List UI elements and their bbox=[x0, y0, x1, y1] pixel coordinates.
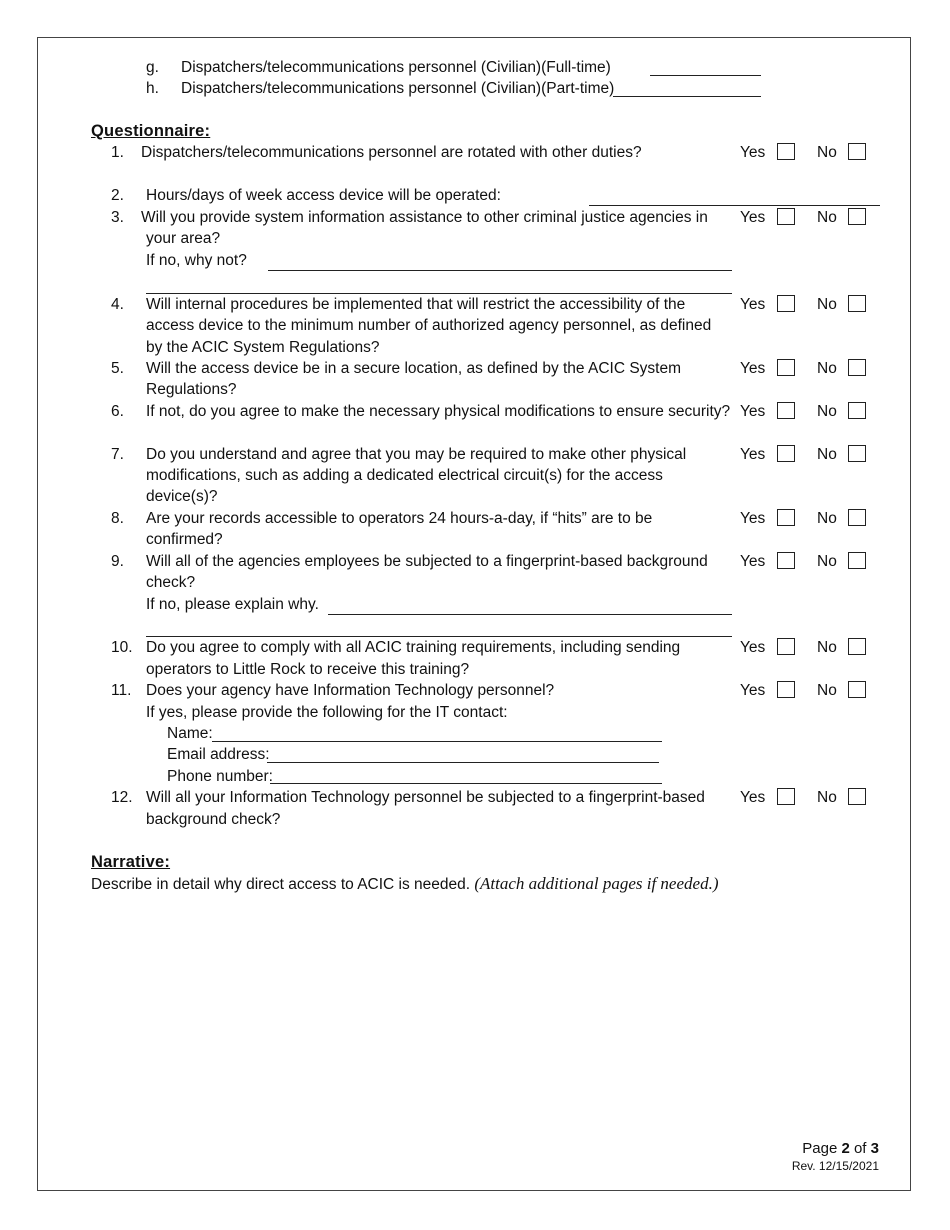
q5-yes-option[interactable] bbox=[740, 359, 798, 379]
q3-no-option[interactable] bbox=[817, 208, 869, 228]
q9-no-checkbox[interactable] bbox=[848, 552, 866, 569]
q7-line-3: device(s)? bbox=[146, 488, 218, 505]
no-label: No bbox=[817, 209, 837, 226]
yes-label: Yes bbox=[740, 209, 766, 226]
yes-label: Yes bbox=[740, 296, 766, 313]
item-h-text: Dispatchers/telecommunications personnel (Civilian)(Part-time) bbox=[181, 80, 615, 97]
q7-line-1: Do you understand and agree that you may be required to make other physical bbox=[146, 446, 687, 463]
no-label: No bbox=[817, 510, 837, 527]
it-phone-field[interactable] bbox=[270, 783, 662, 784]
q6-number: 6. bbox=[111, 403, 124, 420]
q3-yes-option[interactable] bbox=[740, 208, 798, 228]
yes-label: Yes bbox=[740, 403, 766, 420]
q8-yes-option[interactable] bbox=[740, 509, 798, 529]
q7-yes-checkbox[interactable] bbox=[777, 445, 795, 462]
q8-line-2: confirmed? bbox=[146, 531, 223, 548]
q11-line-2: If yes, please provide the following for the IT contact: bbox=[146, 704, 508, 721]
yes-label: Yes bbox=[740, 446, 766, 463]
q6-yes-option[interactable] bbox=[740, 402, 798, 422]
item-h-blank[interactable] bbox=[613, 96, 761, 97]
it-email-field[interactable] bbox=[267, 762, 659, 763]
yes-label: Yes bbox=[740, 360, 766, 377]
q7-no-checkbox[interactable] bbox=[848, 445, 866, 462]
q3-reason-line-2[interactable] bbox=[146, 293, 732, 294]
q5-no-option[interactable] bbox=[817, 359, 869, 379]
q3-number: 3. bbox=[111, 209, 124, 226]
q9-number: 9. bbox=[111, 553, 124, 570]
it-email-label: Email address: bbox=[167, 746, 270, 763]
item-g-blank[interactable] bbox=[650, 75, 761, 76]
q4-line-3: by the ACIC System Regulations? bbox=[146, 339, 380, 356]
q5-no-checkbox[interactable] bbox=[848, 359, 866, 376]
q1-text: Dispatchers/telecommunications personnel are rotated with other duties? bbox=[141, 144, 642, 161]
q8-line-1: Are your records accessible to operators 24 hours-a-day, if “hits” are to be bbox=[146, 510, 653, 527]
q2-answer-line[interactable] bbox=[589, 205, 880, 206]
q7-yes-option[interactable] bbox=[740, 445, 798, 465]
item-g-letter: g. bbox=[146, 59, 159, 76]
q12-yes-option[interactable] bbox=[740, 788, 798, 808]
q9-line-1: Will all of the agencies employees be subjected to a fingerprint-based background bbox=[146, 553, 708, 570]
no-label: No bbox=[817, 639, 837, 656]
no-label: No bbox=[817, 296, 837, 313]
no-label: No bbox=[817, 144, 837, 161]
q1-number: 1. bbox=[111, 144, 124, 161]
item-g-text: Dispatchers/telecommunications personnel (Civilian)(Full-time) bbox=[181, 59, 611, 76]
yes-label: Yes bbox=[740, 682, 766, 699]
q9-reason-line[interactable] bbox=[328, 614, 732, 615]
narrative-instruction: Describe in detail why direct access to ACIC is needed. bbox=[91, 876, 471, 893]
q12-no-checkbox[interactable] bbox=[848, 788, 866, 805]
q7-number: 7. bbox=[111, 446, 124, 463]
q11-yes-option[interactable] bbox=[740, 681, 798, 701]
q4-number: 4. bbox=[111, 296, 124, 313]
page-indicator bbox=[802, 1140, 879, 1157]
page-total: 3 bbox=[870, 1140, 879, 1157]
q8-no-checkbox[interactable] bbox=[848, 509, 866, 526]
q3-no-checkbox[interactable] bbox=[848, 208, 866, 225]
q1-yes-checkbox[interactable] bbox=[777, 143, 795, 160]
q3-line-2: your area? bbox=[146, 230, 221, 247]
q3-line-1: Will you provide system information assistance to other criminal justice agencies in bbox=[141, 209, 708, 226]
q4-no-option[interactable] bbox=[817, 295, 869, 315]
q9-no-option[interactable] bbox=[817, 552, 869, 572]
q11-no-option[interactable] bbox=[817, 681, 869, 701]
q2-number: 2. bbox=[111, 187, 124, 204]
narrative-response-area[interactable] bbox=[91, 900, 881, 1130]
q5-line-1: Will the access device be in a secure location, as defined by the ACIC System bbox=[146, 360, 682, 377]
q1-no-option[interactable] bbox=[817, 143, 869, 163]
it-phone-label: Phone number: bbox=[167, 768, 273, 785]
q12-yes-checkbox[interactable] bbox=[777, 788, 795, 805]
q11-no-checkbox[interactable] bbox=[848, 681, 866, 698]
q10-number: 10. bbox=[111, 639, 133, 656]
q6-no-option[interactable] bbox=[817, 402, 869, 422]
q12-line-2: background check? bbox=[146, 811, 281, 828]
q10-no-option[interactable] bbox=[817, 638, 869, 658]
it-name-label: Name: bbox=[167, 725, 213, 742]
revision-date: Rev. 12/15/2021 bbox=[791, 1159, 879, 1173]
page-prefix: Page bbox=[802, 1140, 842, 1157]
q5-yes-checkbox[interactable] bbox=[777, 359, 795, 376]
questionnaire-heading: Questionnaire: bbox=[91, 122, 211, 140]
q4-yes-option[interactable] bbox=[740, 295, 798, 315]
q9-yes-option[interactable] bbox=[740, 552, 798, 572]
it-name-field[interactable] bbox=[212, 741, 662, 742]
yes-label: Yes bbox=[740, 789, 766, 806]
q10-yes-checkbox[interactable] bbox=[777, 638, 795, 655]
q4-line-1: Will internal procedures be implemented that will restrict the accessibility of the bbox=[146, 296, 686, 313]
no-label: No bbox=[817, 789, 837, 806]
q6-text: If not, do you agree to make the necessary physical modifications to ensure security? bbox=[146, 403, 731, 420]
page-of: of bbox=[849, 1140, 871, 1157]
q3-yes-checkbox[interactable] bbox=[777, 208, 795, 225]
q2-text: Hours/days of week access device will be operated: bbox=[146, 187, 501, 204]
q4-line-2: access device to the minimum number of authorized agency personnel, as defined bbox=[146, 317, 712, 334]
yes-label: Yes bbox=[740, 639, 766, 656]
q4-no-checkbox[interactable] bbox=[848, 295, 866, 312]
q10-no-checkbox[interactable] bbox=[848, 638, 866, 655]
no-label: No bbox=[817, 682, 837, 699]
narrative-instruction-line bbox=[91, 874, 718, 895]
q9-line-3: If no, please explain why. bbox=[146, 596, 319, 613]
q10-line-2: operators to Little Rock to receive this training? bbox=[146, 661, 470, 678]
q11-number: 11. bbox=[111, 682, 132, 699]
item-h-letter: h. bbox=[146, 80, 159, 97]
narrative-heading: Narrative: bbox=[91, 853, 171, 871]
q5-line-2: Regulations? bbox=[146, 381, 237, 398]
q10-line-1: Do you agree to comply with all ACIC training requirements, including sending bbox=[146, 639, 681, 656]
q7-no-option[interactable] bbox=[817, 445, 869, 465]
q9-reason-line-2[interactable] bbox=[146, 636, 732, 637]
q1-no-checkbox[interactable] bbox=[848, 143, 866, 160]
no-label: No bbox=[817, 360, 837, 377]
yes-label: Yes bbox=[740, 510, 766, 527]
q8-no-option[interactable] bbox=[817, 509, 869, 529]
q11-yes-checkbox[interactable] bbox=[777, 681, 795, 698]
q12-number: 12. bbox=[111, 789, 133, 806]
q6-yes-checkbox[interactable] bbox=[777, 402, 795, 419]
q10-yes-option[interactable] bbox=[740, 638, 798, 658]
q3-reason-line[interactable] bbox=[268, 270, 732, 271]
q11-line-1: Does your agency have Information Technology personnel? bbox=[146, 682, 555, 699]
narrative-note: (Attach additional pages if needed.) bbox=[474, 874, 719, 893]
no-label: No bbox=[817, 403, 837, 420]
q3-line-3: If no, why not? bbox=[146, 252, 247, 269]
q12-line-1: Will all your Information Technology personnel be subjected to a fingerprint-based bbox=[146, 789, 705, 806]
q7-line-2: modifications, such as adding a dedicated electrical circuit(s) for the access bbox=[146, 467, 663, 484]
q8-yes-checkbox[interactable] bbox=[777, 509, 795, 526]
yes-label: Yes bbox=[740, 144, 766, 161]
page-current: 2 bbox=[841, 1140, 850, 1157]
q1-yes-option[interactable] bbox=[740, 143, 798, 163]
q12-no-option[interactable] bbox=[817, 788, 869, 808]
q8-number: 8. bbox=[111, 510, 124, 527]
q5-number: 5. bbox=[111, 360, 124, 377]
yes-label: Yes bbox=[740, 553, 766, 570]
q4-yes-checkbox[interactable] bbox=[777, 295, 795, 312]
no-label: No bbox=[817, 446, 837, 463]
q9-yes-checkbox[interactable] bbox=[777, 552, 795, 569]
no-label: No bbox=[817, 553, 837, 570]
q9-line-2: check? bbox=[146, 574, 196, 591]
q6-no-checkbox[interactable] bbox=[848, 402, 866, 419]
